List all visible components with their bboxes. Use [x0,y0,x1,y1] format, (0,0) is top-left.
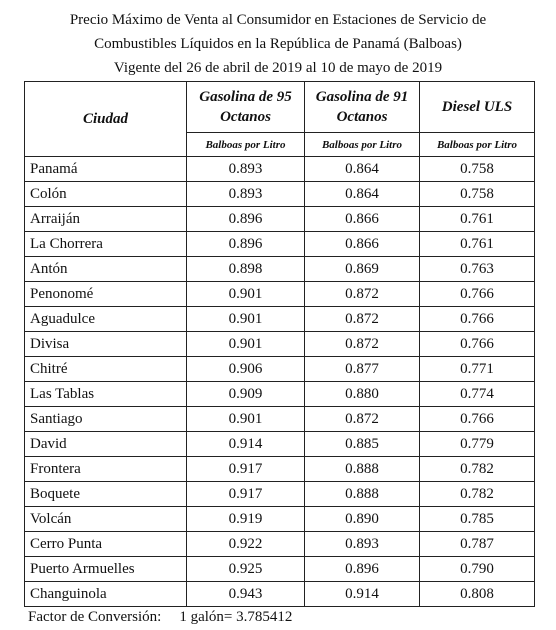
gas91-price-cell: 0.914 [305,582,420,607]
table-header-row [25,82,535,133]
header-city: Ciudad [25,82,187,157]
city-cell: Cerro Punta [25,532,187,557]
unit-gas91: Balboas por Litro [305,133,420,157]
unit-diesel: Balboas por Litro [420,133,535,157]
gas95-price-cell: 0.906 [187,357,305,382]
diesel-price-cell: 0.808 [420,582,535,607]
city-cell: Antón [25,257,187,282]
diesel-price-cell: 0.782 [420,482,535,507]
title-line-2: Combustibles Líquidos en la República de Panamá (Balboas) [94,36,462,52]
table-row [25,257,535,282]
table-row [25,357,535,382]
conversion-factor-label: Factor de Conversión: [28,609,162,625]
gas95-price-cell: 0.901 [187,332,305,357]
diesel-price-cell: 0.766 [420,282,535,307]
gas95-price-cell: 0.925 [187,557,305,582]
gas95-price-cell: 0.917 [187,457,305,482]
diesel-price-cell: 0.785 [420,507,535,532]
diesel-price-cell: 0.766 [420,332,535,357]
gas95-price-cell: 0.917 [187,482,305,507]
document-title [0,8,556,80]
table-body [25,157,535,607]
gas91-price-cell: 0.872 [305,332,420,357]
gas95-price-cell: 0.896 [187,207,305,232]
city-cell: Colón [25,182,187,207]
city-cell: La Chorrera [25,232,187,257]
title-line-3: Vigente del 26 de abril de 2019 al 10 de mayo de 2019 [113,60,443,76]
table-row [25,507,535,532]
table-row [25,457,535,482]
unit-gas95: Balboas por Litro [187,133,305,157]
conversion-factor [28,609,292,626]
gas91-price-cell: 0.872 [305,307,420,332]
gas95-price-cell: 0.901 [187,407,305,432]
gas91-price-cell: 0.864 [305,157,420,182]
gas95-price-cell: 0.943 [187,582,305,607]
city-cell: Puerto Armuelles [25,557,187,582]
city-cell: Volcán [25,507,187,532]
city-cell: Panamá [25,157,187,182]
diesel-price-cell: 0.761 [420,207,535,232]
gas95-price-cell: 0.922 [187,532,305,557]
table-row [25,307,535,332]
gas91-price-cell: 0.877 [305,357,420,382]
gas95-price-cell: 0.914 [187,432,305,457]
gas95-price-cell: 0.893 [187,157,305,182]
city-cell: Frontera [25,457,187,482]
diesel-price-cell: 0.787 [420,532,535,557]
table-row [25,532,535,557]
gas91-price-cell: 0.888 [305,482,420,507]
city-cell: Santiago [25,407,187,432]
gas95-price-cell: 0.901 [187,307,305,332]
table-row [25,582,535,607]
gas95-price-cell: 0.896 [187,232,305,257]
diesel-price-cell: 0.790 [420,557,535,582]
gas91-price-cell: 0.869 [305,257,420,282]
city-cell: Boquete [25,482,187,507]
gas91-price-cell: 0.896 [305,557,420,582]
diesel-price-cell: 0.758 [420,157,535,182]
header-gas91: Gasolina de 91 Octanos [305,82,420,133]
gas95-price-cell: 0.898 [187,257,305,282]
header-diesel: Diesel ULS [420,82,535,133]
gas91-price-cell: 0.880 [305,382,420,407]
table-row [25,557,535,582]
fuel-price-table [24,81,535,607]
table-row [25,232,535,257]
table-row [25,382,535,407]
gas95-price-cell: 0.893 [187,182,305,207]
city-cell: Arraiján [25,207,187,232]
gas91-price-cell: 0.893 [305,532,420,557]
table-row [25,157,535,182]
city-cell: Chitré [25,357,187,382]
gas91-price-cell: 0.866 [305,207,420,232]
gas91-price-cell: 0.872 [305,407,420,432]
diesel-price-cell: 0.771 [420,357,535,382]
table-row [25,282,535,307]
diesel-price-cell: 0.774 [420,382,535,407]
gas91-price-cell: 0.864 [305,182,420,207]
gas91-price-cell: 0.890 [305,507,420,532]
table-row [25,432,535,457]
diesel-price-cell: 0.758 [420,182,535,207]
diesel-price-cell: 0.782 [420,457,535,482]
table-row [25,332,535,357]
diesel-price-cell: 0.763 [420,257,535,282]
city-cell: Aguadulce [25,307,187,332]
table-row [25,482,535,507]
table-row [25,407,535,432]
diesel-price-cell: 0.766 [420,307,535,332]
diesel-price-cell: 0.761 [420,232,535,257]
title-line-1: Precio Máximo de Venta al Consumidor en Estaciones de Servicio de [69,12,487,28]
table-row [25,182,535,207]
gas95-price-cell: 0.919 [187,507,305,532]
city-cell: David [25,432,187,457]
gas95-price-cell: 0.909 [187,382,305,407]
city-cell: Penonomé [25,282,187,307]
gas91-price-cell: 0.866 [305,232,420,257]
diesel-price-cell: 0.766 [420,407,535,432]
gas91-price-cell: 0.888 [305,457,420,482]
city-cell: Divisa [25,332,187,357]
gas91-price-cell: 0.872 [305,282,420,307]
conversion-factor-value: 1 galón= 3.785412 [179,609,293,625]
diesel-price-cell: 0.779 [420,432,535,457]
city-cell: Changuinola [25,582,187,607]
city-cell: Las Tablas [25,382,187,407]
gas91-price-cell: 0.885 [305,432,420,457]
gas95-price-cell: 0.901 [187,282,305,307]
header-gas95: Gasolina de 95 Octanos [187,82,305,133]
table-row [25,207,535,232]
